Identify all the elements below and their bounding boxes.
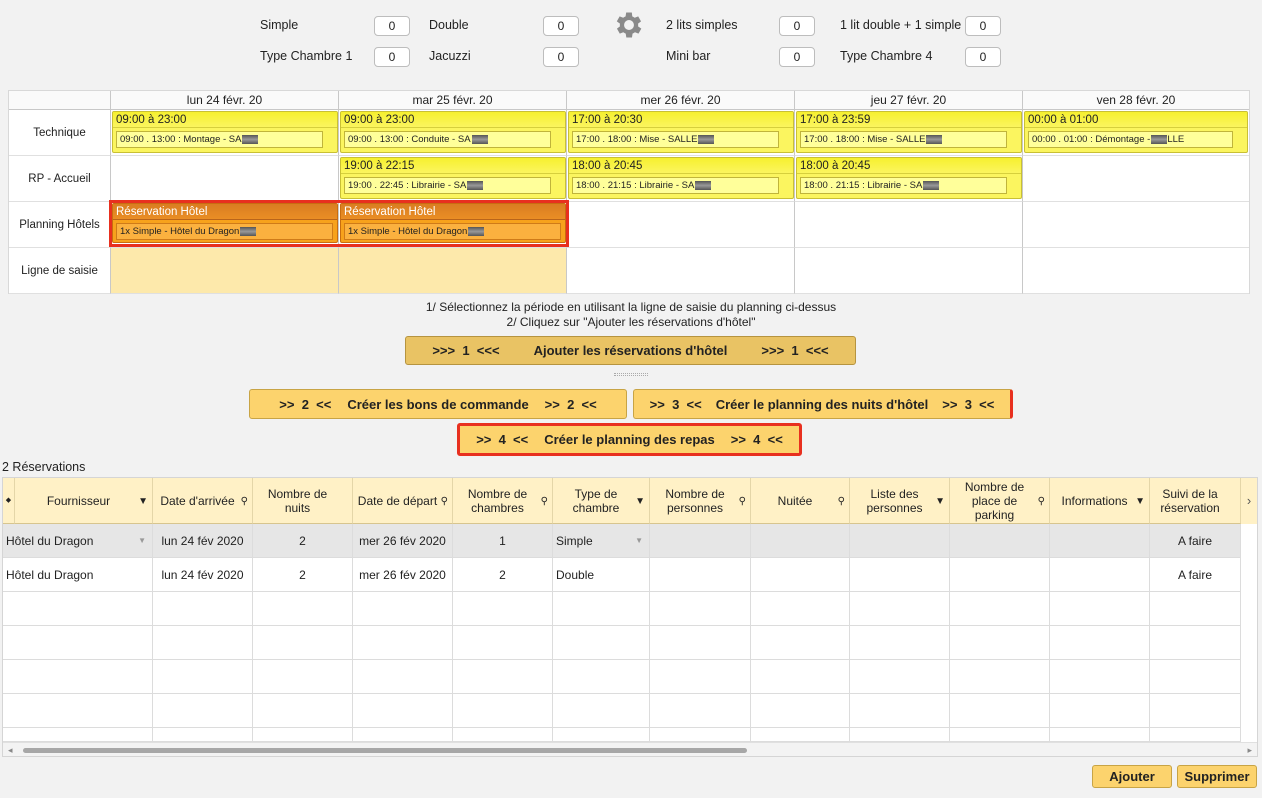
event-technique-mar[interactable] — [340, 111, 566, 153]
table-row[interactable] — [3, 524, 1241, 558]
redacted-mark — [926, 135, 942, 144]
event-technique-mer[interactable] — [568, 111, 794, 153]
search-icon[interactable]: ⚲ — [240, 496, 248, 507]
counter-label-2-lits: 2 lits simples — [666, 18, 738, 32]
saisie-cell[interactable] — [1023, 248, 1249, 294]
cell-nombre-personnes[interactable] — [650, 524, 751, 558]
event-title: 09:00 à 23:00 — [113, 112, 337, 128]
cell-informations[interactable] — [1050, 524, 1150, 558]
cell[interactable] — [1050, 694, 1150, 728]
cell[interactable] — [453, 660, 553, 694]
saisie-cell-selected[interactable] — [339, 248, 567, 294]
counter-simple[interactable]: 0 — [374, 16, 410, 36]
cell[interactable] — [553, 694, 650, 728]
redacted-mark — [698, 135, 714, 144]
filter-icon[interactable]: ▼ — [935, 496, 945, 507]
cell[interactable] — [850, 660, 950, 694]
counter-label-minibar: Mini bar — [666, 49, 711, 63]
cell[interactable] — [850, 694, 950, 728]
cell-type-chambre[interactable]: Double — [553, 558, 650, 592]
empty-row[interactable] — [3, 592, 1241, 626]
counter-2-lits[interactable]: 0 — [779, 16, 815, 36]
splitter-handle[interactable] — [614, 373, 648, 376]
cell[interactable] — [1150, 626, 1241, 660]
filter-icon[interactable]: ▼ — [1135, 496, 1145, 507]
cell[interactable] — [353, 592, 453, 626]
cell[interactable] — [3, 626, 153, 660]
counter-double[interactable]: 0 — [543, 16, 579, 36]
cell[interactable] — [453, 626, 553, 660]
col-header-suivi[interactable]: Suivi de la réservation — [1150, 478, 1241, 524]
cell[interactable] — [111, 156, 339, 202]
cell-nombre-personnes[interactable] — [650, 558, 751, 592]
create-meals-planning-button[interactable]: >> 4 << Créer le planning des repas >> 4 << — [457, 423, 802, 456]
cell[interactable] — [650, 694, 751, 728]
cell[interactable] — [353, 626, 453, 660]
table-row[interactable] — [3, 558, 1241, 592]
col-header-nuitee[interactable]: Nuitée ⚲ — [751, 478, 850, 524]
add-button[interactable]: Ajouter — [1092, 765, 1172, 788]
cell[interactable] — [950, 660, 1050, 694]
cell[interactable] — [950, 728, 1050, 742]
cell[interactable] — [1050, 592, 1150, 626]
event-title: 17:00 à 23:59 — [797, 112, 1021, 128]
filter-icon[interactable]: ▼ — [138, 496, 148, 507]
redacted-mark — [240, 227, 256, 236]
cell[interactable] — [751, 592, 850, 626]
event-title: 19:00 à 22:15 — [341, 158, 565, 174]
event-hotel-lun[interactable] — [112, 203, 338, 243]
counter-double-simple[interactable]: 0 — [965, 16, 1001, 36]
cell[interactable] — [553, 626, 650, 660]
empty-row[interactable] — [3, 626, 1241, 660]
cell[interactable] — [795, 202, 1023, 248]
delete-button[interactable]: Supprimer — [1177, 765, 1257, 788]
counter-jacuzzi[interactable]: 0 — [543, 47, 579, 67]
horizontal-scrollbar[interactable] — [3, 742, 1257, 756]
saisie-cell-selected[interactable] — [111, 248, 339, 294]
cell[interactable] — [950, 592, 1050, 626]
cell[interactable] — [650, 660, 751, 694]
col-header-fournisseur[interactable]: Fournisseur ▼ — [15, 478, 153, 524]
redacted-mark — [467, 181, 483, 190]
search-icon[interactable]: ⚲ — [837, 496, 845, 507]
cell[interactable] — [253, 626, 353, 660]
cell[interactable] — [553, 592, 650, 626]
counter-label-double-simple: 1 lit double + 1 simple — [840, 18, 962, 32]
cell[interactable] — [1150, 592, 1241, 626]
event-detail: 17:00 . 18:00 : Mise - SALLE — [800, 131, 1007, 148]
empty-row[interactable] — [3, 694, 1241, 728]
cell-nombre-nuits[interactable]: 2 — [253, 524, 353, 558]
cell-informations[interactable] — [1050, 558, 1150, 592]
event-rp-mar[interactable] — [340, 157, 566, 199]
scroll-left-icon[interactable]: ◂ — [8, 745, 13, 755]
cell[interactable] — [1023, 156, 1249, 202]
col-header-type-chambre[interactable]: Type de chambre ▼ — [553, 478, 650, 524]
instruction-line-2: 2/ Cliquez sur "Ajouter les réservations d'hôtel" — [506, 315, 756, 329]
counter-label-type1: Type Chambre 1 — [260, 49, 353, 63]
col-header-nombre-chambres[interactable]: Nombre de chambres ⚲ — [453, 478, 553, 524]
day-header-lun: lun 24 févr. 20 — [111, 91, 339, 110]
redacted-mark — [695, 181, 711, 190]
event-technique-lun[interactable] — [112, 111, 338, 153]
scrollbar-thumb[interactable] — [23, 748, 747, 753]
cell[interactable] — [253, 660, 353, 694]
event-technique-jeu[interactable] — [796, 111, 1022, 153]
cell[interactable] — [353, 660, 453, 694]
event-title: 00:00 à 01:00 — [1025, 112, 1247, 128]
event-title: 18:00 à 20:45 — [569, 158, 793, 174]
event-detail: 1x Simple - Hôtel du Dragon — [116, 223, 333, 240]
cell[interactable] — [153, 626, 253, 660]
counter-type1[interactable]: 0 — [374, 47, 410, 67]
filter-icon[interactable]: ▼ — [635, 496, 645, 507]
cell[interactable] — [1050, 626, 1150, 660]
dropdown-icon[interactable]: ▼ — [138, 536, 146, 545]
counter-label-simple: Simple — [260, 18, 299, 32]
saisie-cell[interactable] — [567, 248, 795, 294]
cell[interactable] — [1050, 728, 1150, 742]
col-header-date-arrivee[interactable]: Date d'arrivée ⚲ — [153, 478, 253, 524]
event-title: 17:00 à 20:30 — [569, 112, 793, 128]
cell[interactable] — [650, 728, 751, 742]
cell-date-arrivee[interactable]: lun 24 fév 2020 — [153, 558, 253, 592]
empty-row[interactable] — [3, 728, 1241, 742]
cell[interactable] — [153, 592, 253, 626]
cell-fournisseur[interactable]: Hôtel du Dragon ▼ — [3, 524, 153, 558]
cell[interactable] — [553, 660, 650, 694]
saisie-cell[interactable] — [795, 248, 1023, 294]
cell[interactable] — [553, 728, 650, 742]
cell[interactable] — [751, 694, 850, 728]
cell[interactable] — [1150, 694, 1241, 728]
row-label-planning-hotels: Planning Hôtels — [9, 202, 111, 248]
search-icon[interactable]: ⚲ — [540, 496, 548, 507]
reservations-count: 2 Réservations — [2, 460, 86, 474]
cell[interactable] — [650, 592, 751, 626]
day-header-mer: mer 26 févr. 20 — [567, 91, 795, 110]
row-label-rp-accueil: RP - Accueil — [9, 156, 111, 202]
event-detail: 00:00 . 01:00 : Démontage - LLE — [1028, 131, 1233, 148]
cell-suivi[interactable]: A faire — [1150, 558, 1241, 592]
counter-label-double: Double — [429, 18, 469, 32]
cell[interactable] — [1023, 202, 1249, 248]
instruction-line-1: 1/ Sélectionnez la période en utilisant la ligne de saisie du planning ci-dessus — [425, 300, 837, 314]
col-header-informations[interactable]: Informations ▼ — [1050, 478, 1150, 524]
cell[interactable] — [650, 626, 751, 660]
cell-nuitee[interactable] — [751, 524, 850, 558]
row-selector-header — [3, 478, 15, 524]
cell[interactable] — [253, 694, 353, 728]
day-header-mar: mar 25 févr. 20 — [339, 91, 567, 110]
cell[interactable] — [453, 694, 553, 728]
cell-nombre-chambres[interactable]: 2 — [453, 558, 553, 592]
col-header-place-parking[interactable]: Nombre de place de parking ⚲ — [950, 478, 1050, 524]
scroll-right-icon[interactable]: › — [1241, 478, 1257, 524]
counter-label-type4: Type Chambre 4 — [840, 49, 933, 63]
cell[interactable] — [3, 592, 153, 626]
event-title: 09:00 à 23:00 — [341, 112, 565, 128]
row-label-technique: Technique — [9, 110, 111, 156]
cell[interactable] — [153, 728, 253, 742]
cell[interactable] — [3, 728, 153, 742]
event-detail: 18:00 . 21:15 : Librairie - SA — [572, 177, 779, 194]
event-detail: 1x Simple - Hôtel du Dragon — [344, 223, 561, 240]
event-title: 18:00 à 20:45 — [797, 158, 1021, 174]
sort-icon: ◆ — [5, 496, 12, 504]
event-detail: 09:00 . 13:00 : Conduite - SA — [344, 131, 551, 148]
add-hotel-reservations-button[interactable]: >>> 1 <<< Ajouter les réservations d'hôtel >>> 1 <<< — [405, 336, 856, 365]
cell[interactable] — [751, 660, 850, 694]
cell-fournisseur[interactable]: Hôtel du Dragon — [3, 558, 153, 592]
counter-minibar[interactable]: 0 — [779, 47, 815, 67]
redacted-mark — [468, 227, 484, 236]
cell[interactable] — [3, 694, 153, 728]
redacted-mark — [242, 135, 258, 144]
cell[interactable] — [253, 592, 353, 626]
row-label-ligne-saisie: Ligne de saisie — [9, 248, 111, 294]
reservations-grid — [2, 477, 1258, 757]
cell[interactable] — [1050, 660, 1150, 694]
counter-label-jacuzzi: Jacuzzi — [429, 49, 471, 63]
cell-suivi[interactable]: A faire — [1150, 524, 1241, 558]
scroll-right-arrow-icon[interactable]: ▸ — [1247, 745, 1252, 755]
create-purchase-orders-button[interactable]: >> 2 << Créer les bons de commande >> 2 << — [249, 389, 627, 419]
cell-liste-personnes[interactable] — [850, 558, 950, 592]
cell[interactable] — [850, 592, 950, 626]
dropdown-icon[interactable]: ▼ — [635, 536, 643, 545]
cell[interactable] — [950, 626, 1050, 660]
event-detail: 18:00 . 21:15 : Librairie - SA — [800, 177, 1007, 194]
gear-icon[interactable] — [612, 8, 646, 42]
cell[interactable] — [153, 660, 253, 694]
redacted-mark — [1151, 135, 1167, 144]
cell-liste-personnes[interactable] — [850, 524, 950, 558]
cell[interactable] — [850, 728, 950, 742]
create-nights-planning-button[interactable]: >> 3 << Créer le planning des nuits d'hôtel >> 3 << — [633, 389, 1013, 419]
empty-row[interactable] — [3, 660, 1241, 694]
day-header-ven: ven 28 févr. 20 — [1023, 91, 1249, 110]
cell[interactable] — [1150, 728, 1241, 742]
event-detail: 17:00 . 18:00 : Mise - SALLE — [572, 131, 779, 148]
event-detail: 09:00 . 13:00 : Montage - SA — [116, 131, 323, 148]
event-rp-jeu[interactable] — [796, 157, 1022, 199]
cell[interactable] — [3, 660, 153, 694]
search-icon[interactable]: ⚲ — [440, 496, 448, 507]
cell-type-chambre[interactable]: Simple ▼ — [553, 524, 650, 558]
cell-place-parking[interactable] — [950, 524, 1050, 558]
col-header-date-depart[interactable]: Date de départ ⚲ — [353, 478, 453, 524]
cell[interactable] — [950, 694, 1050, 728]
col-header-nombre-personnes[interactable]: Nombre de personnes ⚲ — [650, 478, 751, 524]
cell[interactable] — [353, 728, 453, 742]
cell[interactable] — [453, 592, 553, 626]
col-header-liste-personnes[interactable]: Liste des personnes ▼ — [850, 478, 950, 524]
planning-calendar — [8, 90, 1250, 294]
redacted-mark — [923, 181, 939, 190]
search-icon[interactable]: ⚲ — [738, 496, 746, 507]
cell[interactable] — [453, 728, 553, 742]
event-title: Réservation Hôtel — [113, 204, 337, 220]
planning-corner — [9, 91, 111, 110]
cell[interactable] — [253, 728, 353, 742]
event-technique-ven[interactable] — [1024, 111, 1248, 153]
cell-date-depart[interactable]: mer 26 fév 2020 — [353, 558, 453, 592]
cell[interactable] — [1150, 660, 1241, 694]
cell-nombre-chambres[interactable]: 1 — [453, 524, 553, 558]
cell-nombre-nuits[interactable]: 2 — [253, 558, 353, 592]
cell-date-arrivee[interactable]: lun 24 fév 2020 — [153, 524, 253, 558]
cell[interactable] — [751, 626, 850, 660]
counter-type4[interactable]: 0 — [965, 47, 1001, 67]
day-header-jeu: jeu 27 févr. 20 — [795, 91, 1023, 110]
cell[interactable] — [850, 626, 950, 660]
cell[interactable] — [751, 728, 850, 742]
cell-nuitee[interactable] — [751, 558, 850, 592]
search-icon[interactable]: ⚲ — [1037, 496, 1045, 507]
event-hotel-mar[interactable] — [340, 203, 566, 243]
col-header-nombre-nuits[interactable]: Nombre de nuits — [253, 478, 353, 524]
cell-date-depart[interactable]: mer 26 fév 2020 — [353, 524, 453, 558]
cell[interactable] — [567, 202, 795, 248]
event-detail: 19:00 . 22:45 : Librairie - SA — [344, 177, 551, 194]
cell[interactable] — [153, 694, 253, 728]
event-rp-mer[interactable] — [568, 157, 794, 199]
event-title: Réservation Hôtel — [341, 204, 565, 220]
cell[interactable] — [353, 694, 453, 728]
redacted-mark — [472, 135, 488, 144]
cell-place-parking[interactable] — [950, 558, 1050, 592]
